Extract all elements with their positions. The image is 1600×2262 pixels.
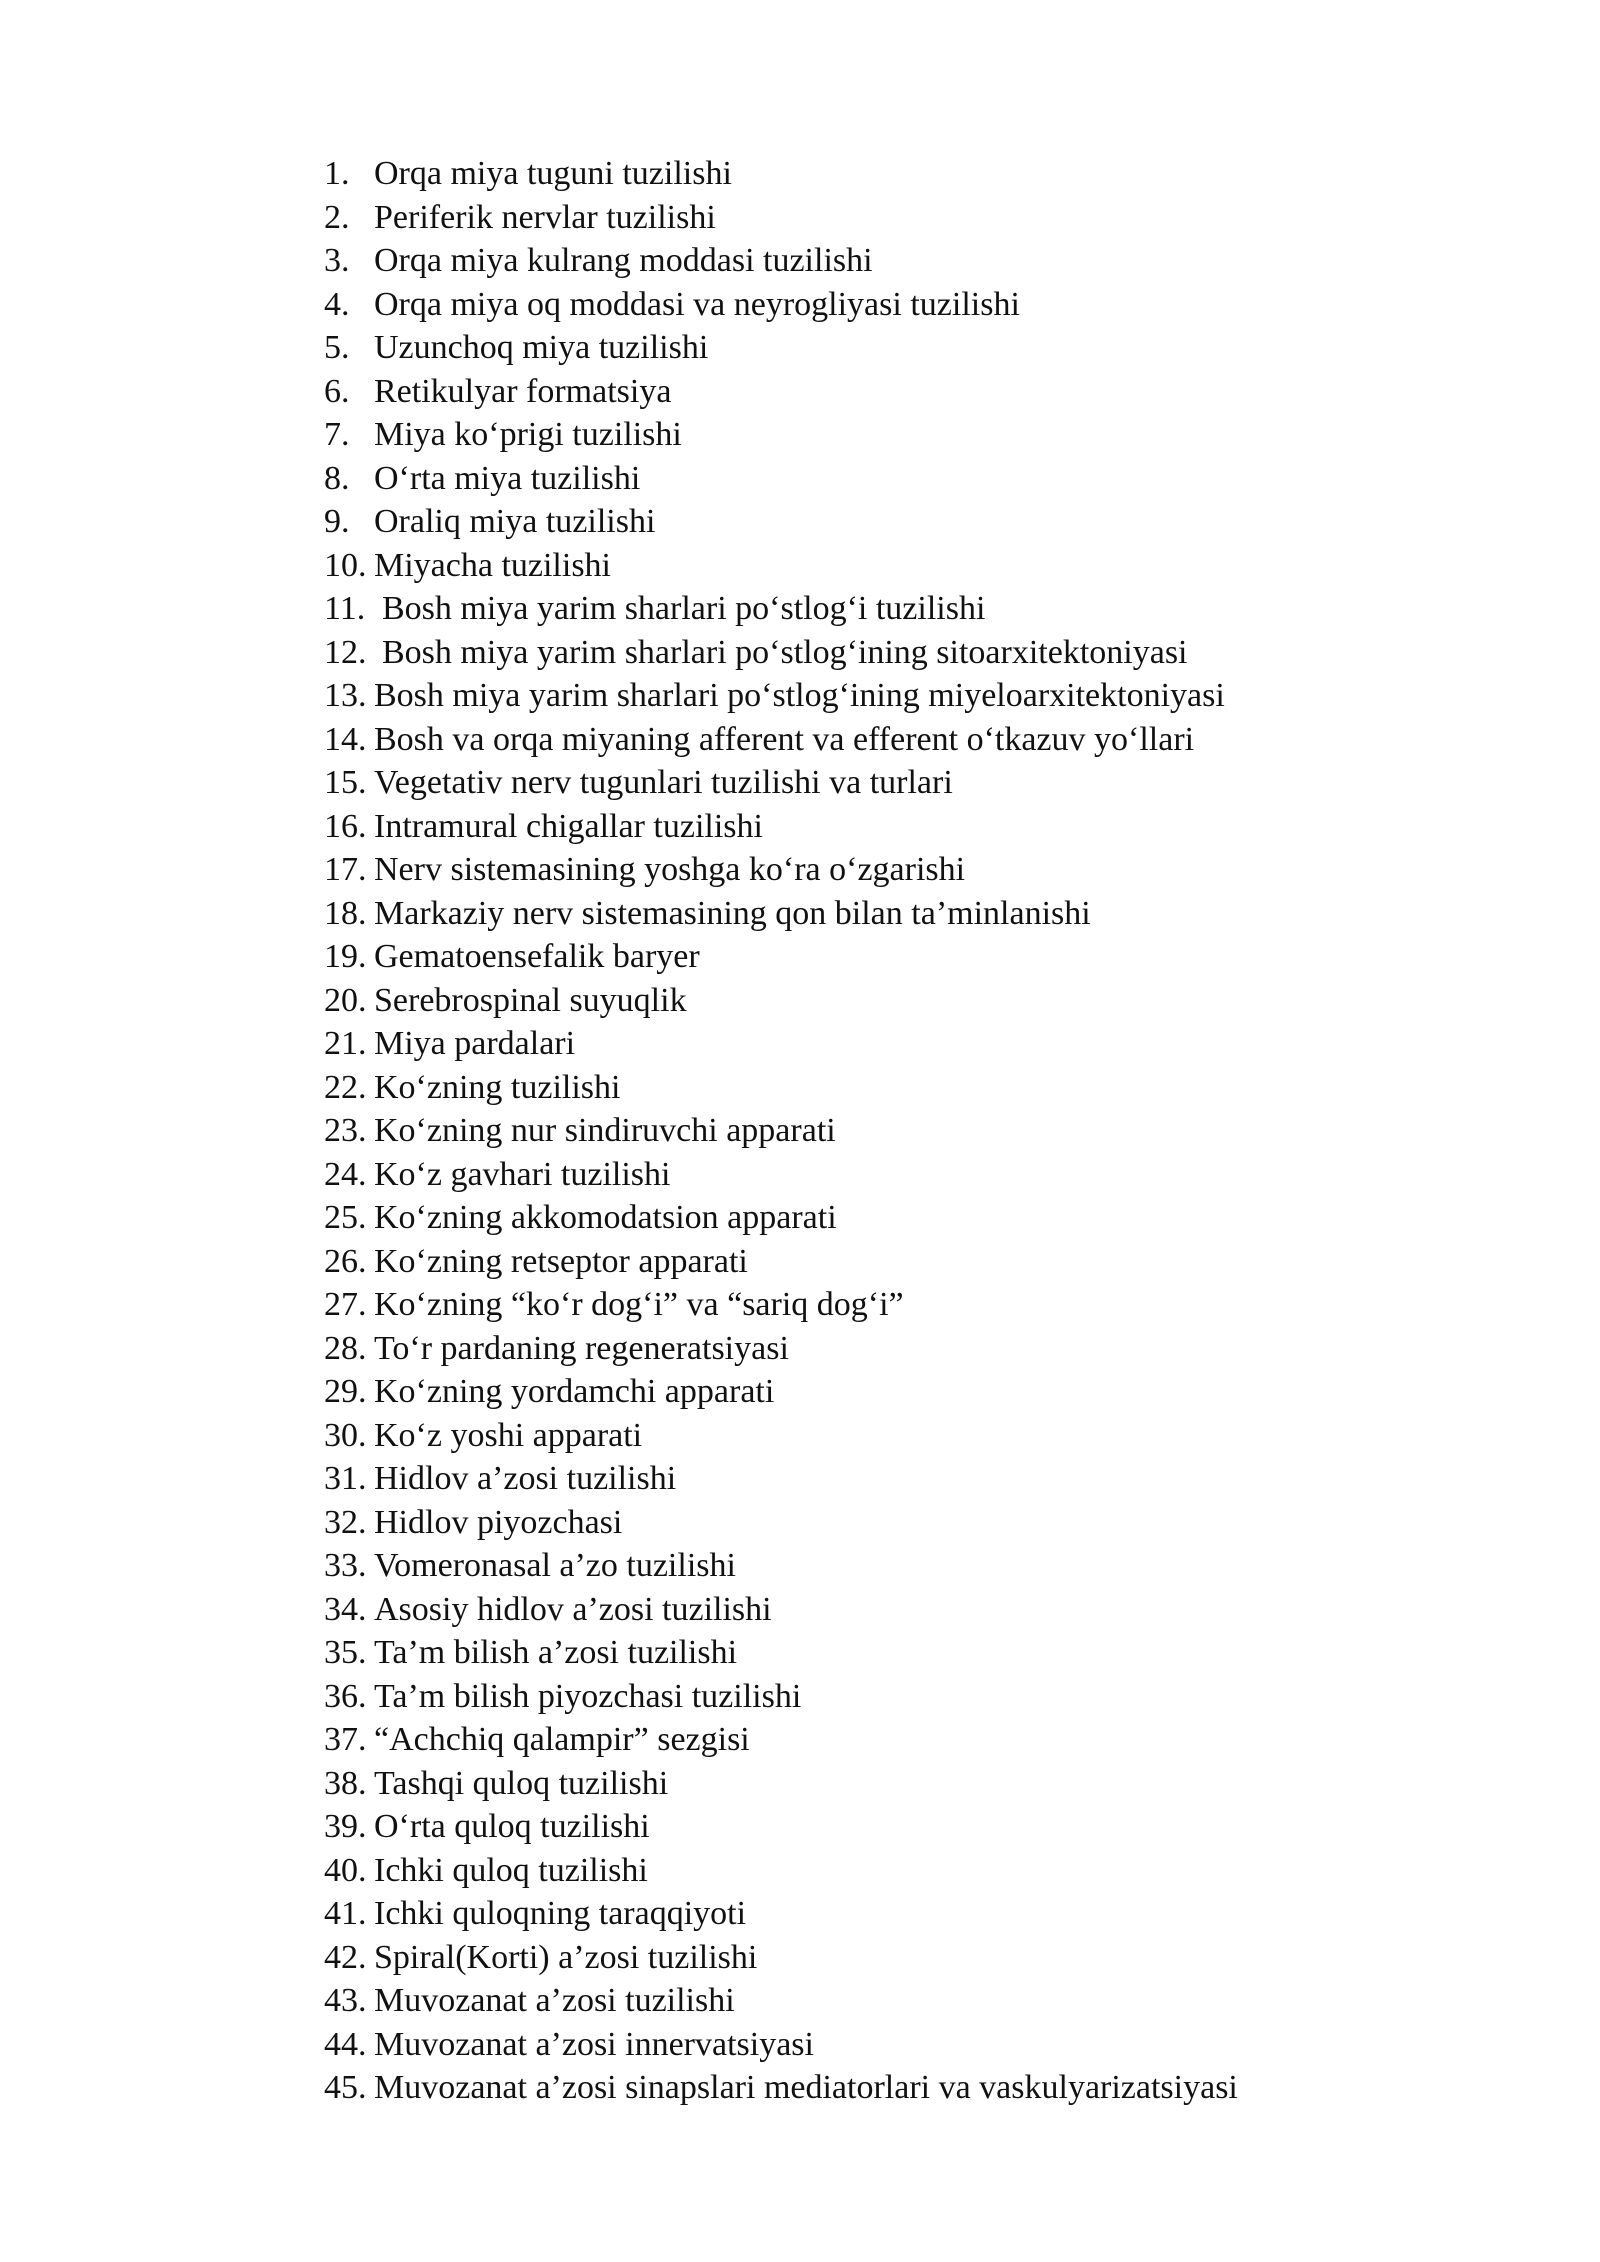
item-text: O‘rta miya tuzilishi bbox=[374, 459, 641, 497]
item-number: 8. bbox=[324, 459, 350, 497]
list-item bbox=[324, 283, 1464, 327]
item-text: Intramural chigallar tuzilishi bbox=[374, 807, 763, 845]
list-item bbox=[324, 457, 1464, 501]
list-item bbox=[324, 1762, 1464, 1806]
item-text: Miyacha tuzilishi bbox=[374, 546, 612, 584]
item-text: Nerv sistemasining yoshga ko‘ra o‘zgarishi bbox=[374, 851, 966, 888]
item-text: Bosh miya yarim sharlari po‘stlog‘ining miyeloarxitektoniyasi bbox=[374, 677, 1225, 714]
list-item bbox=[324, 587, 1464, 631]
item-text: Hidlov piyozchasi bbox=[374, 1503, 623, 1541]
item-text: Ko‘zning akkomodatsion apparati bbox=[374, 1199, 837, 1236]
item-text: Hidlov a’zosi tuzilishi bbox=[374, 1460, 677, 1497]
item-text: Muvozanat a’zosi innervatsiyasi bbox=[374, 2025, 814, 2063]
list-item bbox=[324, 1501, 1464, 1545]
item-number: 36. bbox=[324, 1677, 367, 1715]
item-number: 44. bbox=[324, 2025, 367, 2063]
item-text: To‘r pardaning regeneratsiyasi bbox=[374, 1329, 789, 1367]
list-item bbox=[324, 500, 1464, 544]
list-item bbox=[324, 935, 1464, 979]
list-item bbox=[324, 1892, 1464, 1936]
list-item bbox=[324, 805, 1464, 849]
item-number: 2. bbox=[324, 198, 350, 236]
topic-list bbox=[324, 152, 1464, 2110]
item-number: 45. bbox=[324, 2069, 367, 2106]
item-text: Markaziy nerv sistemasining qon bilan ta’minlanishi bbox=[374, 894, 1091, 932]
item-text: Ko‘z yoshi apparati bbox=[374, 1416, 643, 1454]
item-number: 31. bbox=[324, 1460, 367, 1497]
item-text: Muvozanat a’zosi sinapslari mediatorlari va vaskulyarizatsiyasi bbox=[374, 2069, 1238, 2106]
list-item bbox=[324, 761, 1464, 805]
list-item bbox=[324, 718, 1464, 762]
item-number: 14. bbox=[324, 720, 367, 758]
list-item bbox=[324, 544, 1464, 588]
list-item bbox=[324, 196, 1464, 240]
item-text: Ichki quloq tuzilishi bbox=[374, 1851, 648, 1889]
list-item bbox=[324, 152, 1464, 196]
list-item bbox=[324, 979, 1464, 1023]
list-item bbox=[324, 674, 1464, 718]
list-item bbox=[324, 1675, 1464, 1719]
list-item bbox=[324, 1109, 1464, 1153]
list-item bbox=[324, 1805, 1464, 1849]
item-number: 24. bbox=[324, 1155, 367, 1193]
item-number: 22. bbox=[324, 1068, 367, 1106]
item-number: 38. bbox=[324, 1764, 367, 1802]
item-text: Bosh miya yarim sharlari po‘stlog‘ining sitoarxitektoniyasi bbox=[382, 633, 1188, 671]
item-number: 26. bbox=[324, 1242, 367, 1280]
list-item bbox=[324, 413, 1464, 457]
list-item bbox=[324, 892, 1464, 936]
item-number: 19. bbox=[324, 938, 367, 975]
item-number: 40. bbox=[324, 1851, 367, 1889]
item-text: O‘rta quloq tuzilishi bbox=[374, 1808, 650, 1845]
item-number: 17. bbox=[324, 851, 367, 888]
item-text: Orqa miya kulrang moddasi tuzilishi bbox=[374, 242, 873, 279]
item-number: 34. bbox=[324, 1590, 367, 1628]
list-item bbox=[324, 1979, 1464, 2023]
item-text: Ta’m bilish a’zosi tuzilishi bbox=[374, 1634, 738, 1671]
item-number: 7. bbox=[324, 416, 350, 453]
item-text: Vegetativ nerv tugunlari tuzilishi va turlari bbox=[374, 764, 953, 801]
item-number: 33. bbox=[324, 1547, 367, 1584]
item-number: 4. bbox=[324, 285, 350, 323]
list-item bbox=[324, 1370, 1464, 1414]
list-item bbox=[324, 1936, 1464, 1980]
item-number: 39. bbox=[324, 1808, 367, 1845]
item-number: 41. bbox=[324, 1895, 367, 1932]
item-number: 23. bbox=[324, 1112, 367, 1149]
item-text: Ko‘zning “ko‘r dog‘i” va “sariq dog‘i” bbox=[374, 1286, 904, 1323]
item-number: 20. bbox=[324, 981, 367, 1019]
list-item bbox=[324, 1283, 1464, 1327]
list-item bbox=[324, 2066, 1464, 2110]
item-text: Ko‘z gavhari tuzilishi bbox=[374, 1155, 671, 1193]
item-text: Bosh miya yarim sharlari po‘stlog‘i tuzilishi bbox=[382, 590, 986, 627]
item-number: 6. bbox=[324, 372, 350, 410]
item-number: 9. bbox=[324, 503, 350, 540]
item-number: 27. bbox=[324, 1286, 367, 1323]
item-number: 10. bbox=[324, 546, 367, 584]
item-number: 3. bbox=[324, 242, 350, 279]
item-number: 18. bbox=[324, 894, 367, 932]
item-number: 43. bbox=[324, 1982, 367, 2019]
item-number: 5. bbox=[324, 329, 350, 366]
item-number: 42. bbox=[324, 1938, 367, 1976]
item-text: Ta’m bilish piyozchasi tuzilishi bbox=[374, 1677, 802, 1715]
list-item bbox=[324, 2023, 1464, 2067]
list-item bbox=[324, 1327, 1464, 1371]
item-number: 29. bbox=[324, 1373, 367, 1410]
list-item bbox=[324, 370, 1464, 414]
list-item bbox=[324, 1631, 1464, 1675]
item-text: Uzunchoq miya tuzilishi bbox=[374, 329, 709, 366]
item-number: 12. bbox=[324, 633, 367, 671]
list-item bbox=[324, 631, 1464, 675]
item-text: Miya pardalari bbox=[374, 1025, 576, 1062]
item-text: “Achchiq qalampir” sezgisi bbox=[374, 1721, 750, 1758]
list-item bbox=[324, 1153, 1464, 1197]
item-text: Muvozanat a’zosi tuzilishi bbox=[374, 1982, 735, 2019]
item-number: 1. bbox=[324, 155, 350, 192]
item-text: Vomeronasal a’zo tuzilishi bbox=[374, 1547, 736, 1584]
item-number: 21. bbox=[324, 1025, 367, 1062]
list-item bbox=[324, 239, 1464, 283]
item-text: Periferik nervlar tuzilishi bbox=[374, 198, 716, 236]
item-text: Ko‘zning yordamchi apparati bbox=[374, 1373, 775, 1410]
item-number: 35. bbox=[324, 1634, 367, 1671]
item-text: Oraliq miya tuzilishi bbox=[374, 503, 656, 540]
item-text: Miya ko‘prigi tuzilishi bbox=[374, 416, 682, 453]
item-text: Bosh va orqa miyaning afferent va efferent o‘tkazuv yo‘llari bbox=[374, 720, 1195, 758]
item-number: 16. bbox=[324, 807, 367, 845]
item-text: Orqa miya tuguni tuzilishi bbox=[374, 155, 732, 192]
list-item bbox=[324, 1849, 1464, 1893]
list-item bbox=[324, 1022, 1464, 1066]
item-number: 15. bbox=[324, 764, 367, 801]
item-number: 28. bbox=[324, 1329, 367, 1367]
list-item bbox=[324, 848, 1464, 892]
item-text: Ichki quloqning taraqqiyoti bbox=[374, 1895, 747, 1932]
item-number: 25. bbox=[324, 1199, 367, 1236]
list-item bbox=[324, 326, 1464, 370]
item-text: Gematoensefalik baryer bbox=[374, 938, 700, 975]
list-item bbox=[324, 1066, 1464, 1110]
list-item bbox=[324, 1718, 1464, 1762]
item-text: Ko‘zning retseptor apparati bbox=[374, 1242, 748, 1280]
item-text: Orqa miya oq moddasi va neyrogliyasi tuzilishi bbox=[374, 285, 1020, 323]
item-text: Ko‘zning tuzilishi bbox=[374, 1068, 621, 1106]
list-item bbox=[324, 1240, 1464, 1284]
list-item bbox=[324, 1457, 1464, 1501]
item-text: Serebrospinal suyuqlik bbox=[374, 981, 687, 1019]
item-number: 13. bbox=[324, 677, 367, 714]
item-text: Asosiy hidlov a’zosi tuzilishi bbox=[374, 1590, 772, 1628]
item-text: Spiral(Korti) a’zosi tuzilishi bbox=[374, 1938, 758, 1976]
item-number: 11. bbox=[324, 590, 366, 627]
list-item bbox=[324, 1196, 1464, 1240]
list-item bbox=[324, 1588, 1464, 1632]
item-number: 32. bbox=[324, 1503, 367, 1541]
item-number: 37. bbox=[324, 1721, 367, 1758]
item-number: 30. bbox=[324, 1416, 367, 1454]
list-item bbox=[324, 1414, 1464, 1458]
item-text: Ko‘zning nur sindiruvchi apparati bbox=[374, 1112, 836, 1149]
item-text: Retikulyar formatsiya bbox=[374, 372, 672, 410]
list-item bbox=[324, 1544, 1464, 1588]
item-text: Tashqi quloq tuzilishi bbox=[374, 1764, 669, 1802]
